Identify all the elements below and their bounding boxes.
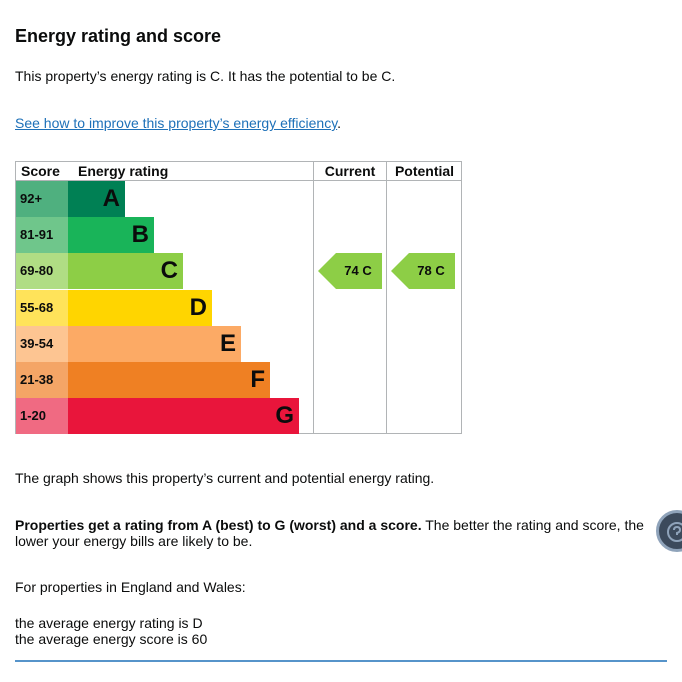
page-title: Energy rating and score xyxy=(15,26,222,46)
average-score: the average energy score is 60 xyxy=(15,631,208,647)
band-score-a: 92+ xyxy=(16,181,68,217)
column-divider-current xyxy=(313,162,314,434)
header-score: Score xyxy=(21,163,60,179)
region-note: For properties in England and Wales: xyxy=(15,579,246,595)
header-potential: Potential xyxy=(394,163,455,179)
average-rating: the average energy rating is D xyxy=(15,615,203,631)
band-letter-a: A xyxy=(102,185,120,212)
energy-rating-chart xyxy=(15,161,462,434)
band-bar-b xyxy=(68,217,154,253)
band-row-d xyxy=(16,290,313,326)
column-divider-potential xyxy=(386,162,387,434)
section-divider xyxy=(15,660,667,662)
band-score-d: 55-68 xyxy=(16,290,68,326)
band-score-e: 39-54 xyxy=(16,326,68,362)
header-energy-rating: Energy rating xyxy=(78,163,169,179)
band-bar-d xyxy=(68,290,212,326)
rating-explanation-rest: The better the rating and score, the lower your energy bills are likely to be. xyxy=(15,517,644,549)
band-row-c xyxy=(16,253,313,289)
band-letter-c: C xyxy=(160,257,178,285)
band-bar-f xyxy=(68,362,270,398)
band-letter-d: D xyxy=(189,293,207,321)
graph-note: The graph shows this property’s current and potential energy rating. xyxy=(15,470,435,486)
band-row-b xyxy=(16,217,313,253)
rating-explanation xyxy=(15,517,655,549)
improve-link-container xyxy=(15,115,341,131)
band-score-b: 81-91 xyxy=(16,217,68,253)
potential-rating-arrow xyxy=(391,253,455,289)
rating-explanation-bold: Properties get a rating from A (best) to G (worst) and a score. xyxy=(15,517,422,533)
rating-summary: This property’s energy rating is C. It has the potential to be C. xyxy=(15,68,396,84)
band-bar-e xyxy=(68,326,241,362)
current-rating-arrow xyxy=(318,253,382,289)
current-rating-label: 74 C xyxy=(344,263,372,279)
potential-rating-label: 78 C xyxy=(417,263,445,279)
band-letter-e: E xyxy=(219,329,236,357)
band-letter-f: F xyxy=(250,366,265,393)
band-row-f xyxy=(16,362,313,398)
band-bar-a xyxy=(68,181,125,217)
help-icon xyxy=(666,521,682,543)
link-suffix: . xyxy=(337,115,342,131)
band-row-a xyxy=(16,181,313,217)
improve-efficiency-link[interactable]: See how to improve this property’s energy efficiency xyxy=(15,115,338,131)
band-bar-g xyxy=(68,398,299,434)
band-score-f: 21-38 xyxy=(16,362,68,398)
band-row-g xyxy=(16,398,313,434)
header-current: Current xyxy=(324,163,376,179)
band-letter-b: B xyxy=(131,221,149,249)
band-score-c: 69-80 xyxy=(16,253,68,289)
band-score-g: 1-20 xyxy=(16,398,68,434)
band-row-e xyxy=(16,326,313,362)
header-divider-right xyxy=(313,180,462,181)
band-bar-c xyxy=(68,253,183,289)
band-letter-g: G xyxy=(275,402,294,430)
help-button[interactable] xyxy=(656,510,682,552)
